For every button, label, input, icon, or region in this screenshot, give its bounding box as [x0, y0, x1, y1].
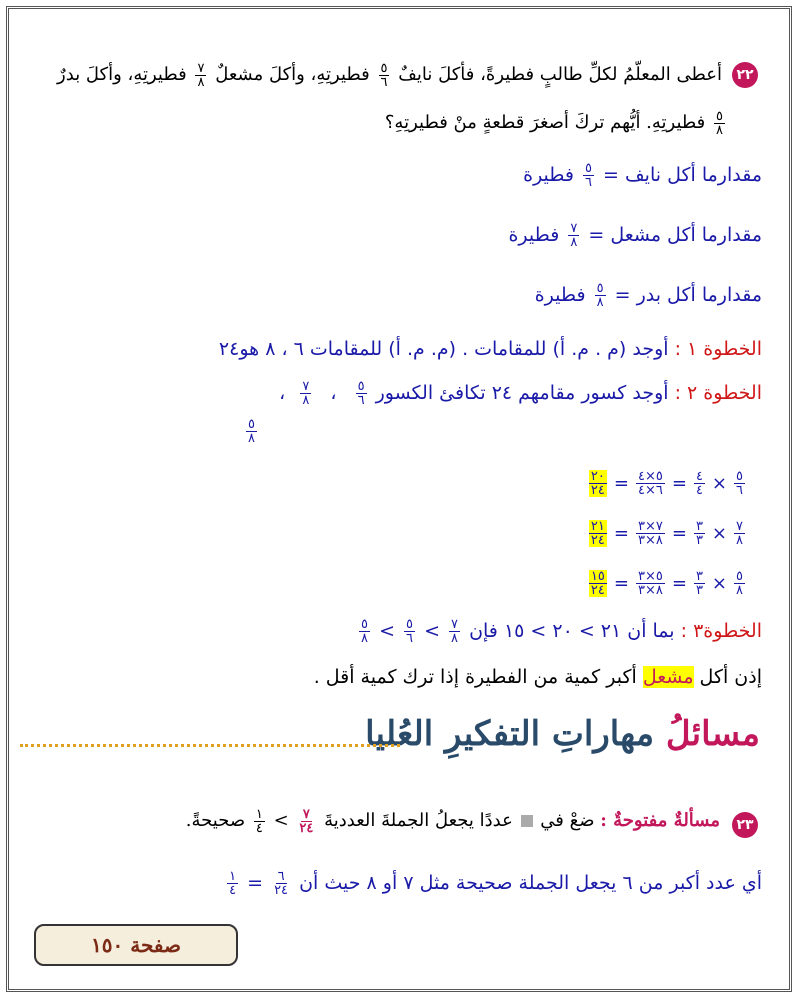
problem-23-fraction-left: $\frac{٧}{٢٤}$ [299, 806, 314, 836]
equation-2: $\frac{٢١}{٢٤}$ = $\frac{٧\times ٣}{٨\times ٣}$ = $\frac{٣}{٣}$ × $\frac{٧}{٨}$ [590, 519, 743, 548]
section-title: مسائلُ مهاراتِ التفكيرِ العُليا [365, 714, 760, 754]
step-2-fraction-3: $\frac{٥}{٨}$ [248, 417, 255, 446]
equation-1: $\frac{٢٠}{٢٤}$ = $\frac{٥\times ٤}{٦\times ٤}$ = $\frac{٤}{٤}$ × $\frac{٥}{٦}$ [590, 469, 743, 498]
section-dotted-rule [20, 744, 400, 747]
mishal-fraction: $\frac{٧}{٨}$ [570, 221, 578, 250]
eq3-fraction: $\frac{٥}{٨}$ [736, 569, 743, 598]
problem-23-number: ٢٣ [732, 812, 758, 838]
problem-23-label: مسألةٌ مفتوحةٌ : [600, 810, 720, 831]
step-3-fraction-3: $\frac{٥}{٨}$ [361, 617, 369, 646]
equation-3: $\frac{١٥}{٢٤}$ = $\frac{٥\times ٣}{٨\times ٣}$ = $\frac{٣}{٣}$ × $\frac{٥}{٨}$ [590, 569, 743, 598]
problem-22-text-b: فطيرتِهِ، وأكلَ مشعلٌ [215, 64, 370, 85]
eq2-fraction: $\frac{٧}{٨}$ [736, 519, 743, 548]
problem-22-number: ٢٢ [732, 62, 758, 88]
problem-22-text-c: فطيرتِهِ، وأكلَ بدرٌ [57, 64, 187, 85]
eq1-result: $\frac{٢٠}{٢٤}$ [590, 469, 605, 498]
problem-22-question: فطيرتِهِ. أيُّهم تركَ أصغرَ قطعةٍ منْ فطيرتِهِ؟ [384, 112, 706, 133]
conclusion-highlight: مشعل [642, 666, 694, 688]
fraction-mishal: $\frac{٧}{٨}$ [197, 60, 205, 90]
eq1-product: $\frac{٥\times ٤}{٦\times ٤}$ [637, 469, 663, 498]
problem-23-answer: أي عدد أكبر من ٦ يجعل الجملة صحيحة مثل ٧ أو ٨ حيث أن $\frac{٦}{٢٤}$ = $\frac{١}{٤}$ [229, 869, 762, 898]
problem-22-line1 [57, 60, 722, 90]
step-2-fraction-3-line [243, 418, 260, 445]
step-2: الخطوة ٢ : أوجد كسور مقامهم ٢٤ تكافئ الكسور $\frac{٥}{٦}$ ، $\frac{٧}{٨}$ ، [279, 379, 762, 408]
step-3-fraction-1: $\frac{٧}{٨}$ [451, 617, 459, 646]
naif-amount: مقدارما أكل نايف = $\frac{٥}{٦}$ فطيرة [523, 161, 762, 190]
answer-fraction-2: $\frac{١}{٤}$ [229, 869, 237, 898]
fraction-naif: $\frac{٥}{٦}$ [380, 60, 388, 90]
step-3-label: الخطوة٣ : [680, 620, 762, 642]
eq2-multiplier: $\frac{٣}{٣}$ [695, 519, 703, 548]
conclusion: إذن أكل مشعل أكبر كمية من الفطيرة إذا ترك كمية أقل . [313, 666, 762, 688]
step-2-fraction-2: $\frac{٧}{٨}$ [302, 379, 310, 408]
step-3: الخطوة٣ : بما أن ٢١ > ٢٠ > ١٥ فإن $\frac{٧}{٨}$ > $\frac{٥}{٦}$ > $\frac{٥}{٨}$ [361, 617, 762, 646]
eq1-fraction: $\frac{٥}{٦}$ [736, 469, 743, 498]
badr-amount: مقدارما أكل بدر = $\frac{٥}{٨}$ فطيرة [534, 281, 762, 310]
step-1 [219, 338, 762, 360]
step-1-text: أوجد (م . م. أ) للمقامات . (م. م. أ) للمقامات ٦ ، ٨ هو٢٤ [218, 338, 669, 360]
eq1-multiplier: $\frac{٤}{٤}$ [695, 469, 703, 498]
step-3-text: بما أن ٢١ > ٢٠ > ١٥ فإن [469, 620, 675, 642]
problem-22-line2 [385, 108, 728, 138]
step-2-label: الخطوة ٢ : [674, 382, 762, 404]
step-3-fraction-2: $\frac{٥}{٦}$ [406, 617, 414, 646]
problem-23-fraction-right: $\frac{١}{٤}$ [255, 806, 263, 836]
mishal-amount: مقدارما أكل مشعل = $\frac{٧}{٨}$ فطيرة [508, 221, 762, 250]
badr-fraction: $\frac{٥}{٨}$ [596, 281, 604, 310]
step-1-label: الخطوة ١ : [674, 338, 762, 360]
section-header [0, 706, 800, 776]
naif-fraction: $\frac{٥}{٦}$ [585, 161, 592, 190]
page-number: صفحة ١٥٠ [34, 924, 238, 966]
step-2-text: أوجد كسور مقامهم ٢٤ تكافئ الكسور [375, 382, 669, 404]
answer-fraction-1: $\frac{٦}{٢٤}$ [274, 869, 289, 898]
eq3-multiplier: $\frac{٣}{٣}$ [695, 569, 703, 598]
eq3-product: $\frac{٥\times ٣}{٨\times ٣}$ [637, 569, 663, 598]
blank-square-icon [521, 815, 533, 827]
step-2-fraction-1: $\frac{٥}{٦}$ [357, 379, 365, 408]
problem-23-line: مسألةٌ مفتوحةٌ : ضعْ في عددًا يجعلُ الجملةَ العدديةَ $\frac{٧}{٢٤}$ > $\frac{١}{٤}$ صحيحةً. [185, 806, 720, 836]
eq2-product: $\frac{٧\times ٣}{٨\times ٣}$ [637, 519, 663, 548]
problem-22-text-a: أعطى المعلّمُ لكلِّ طالبٍ فطيرةً، فأكلَ نايفٌ [398, 64, 722, 85]
eq3-result: $\frac{١٥}{٢٤}$ [590, 569, 605, 598]
fraction-badr: $\frac{٥}{٨}$ [716, 108, 723, 138]
eq2-result: $\frac{٢١}{٢٤}$ [590, 519, 605, 548]
